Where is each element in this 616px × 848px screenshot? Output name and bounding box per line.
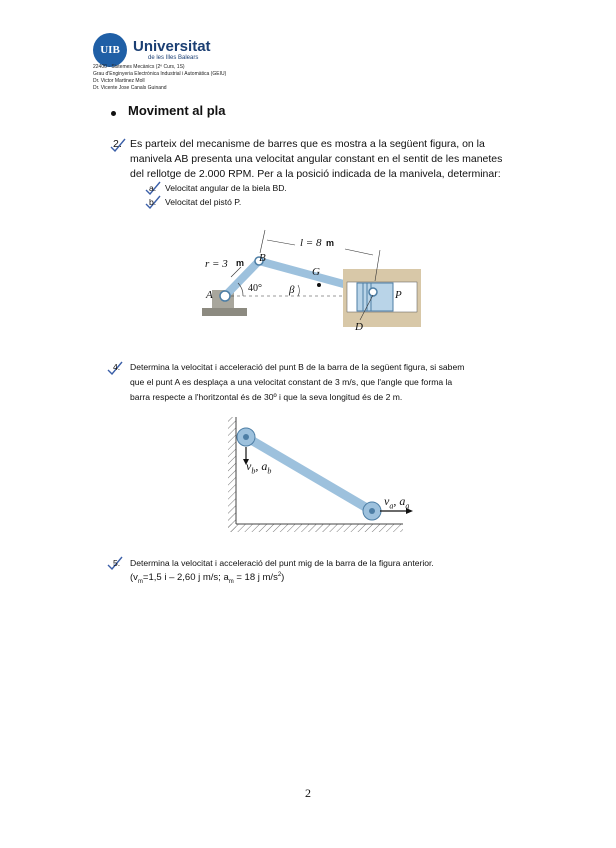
angle-label: 40° (248, 283, 262, 294)
va-aa-label: $v_a$, $a_a$ (384, 494, 410, 511)
q2-a-text: Velocitat angular de la biela BD. (165, 183, 287, 193)
q5-line1: Determina la velocitat i acceleració del punt mig de la barra de la figura anterior. (130, 558, 434, 568)
piston-p-label: P (395, 289, 402, 301)
q2-line3: del rellotge de 2.000 RPM. Per a la posició indicada de la manivela, determinar: (130, 168, 501, 180)
piston (357, 283, 393, 311)
point-b-label: B (259, 252, 266, 264)
professor-2: Dr. Vicente Jose Canals Guinand (93, 85, 167, 91)
degree-line: Grau d'Enginyeria Electrònica Industrial i Automàtica (GEIU) (93, 71, 227, 77)
q2-a-label: a. (149, 183, 157, 193)
q2-b-label: b. (149, 197, 157, 207)
q4-line2: que el punt A es desplaça a una velocitat constant de 3 m/s, que l'angle que forma la (130, 377, 453, 387)
q4-number: 4. (113, 362, 121, 372)
logo-initials: UIB (100, 44, 120, 56)
point-d-label: D (355, 321, 363, 333)
ground-support (202, 308, 247, 316)
q5-answer: ($v_m=1,5$ i – 2,60 j m/s; $a_m = 18$ j $m/s^2$) (130, 572, 285, 586)
q2-line2: manivela AB presenta una velocitat angular constant en el sentit de les manetes (130, 153, 503, 165)
professor-1: Dr. Victor Martinez Moll (93, 78, 145, 84)
q2-b-text: Velocitat del pistó P. (165, 197, 242, 207)
l-unit: m (326, 238, 335, 248)
logo-subname: de les Illes Balears (148, 55, 199, 61)
r-label: r = 3 (205, 258, 228, 270)
beta-label: β (289, 284, 295, 296)
q4-line1: Determina la velocitat i acceleració del punt B de la barra de la següent figura, si sabem (130, 362, 465, 372)
section-bullet (111, 111, 116, 116)
q2-number: 2. (113, 138, 122, 150)
point-a-label: A (206, 289, 213, 301)
vb-ab-label: $v_b$, $a_b$ (246, 459, 272, 476)
q2-line1: Es parteix del mecanisme de barres que es mostra a la següent figura, on la (130, 138, 485, 150)
q4-line3: barra respecte a l'horitzontal és de 30º i que la seva longitud és de 2 m. (130, 392, 403, 402)
section-title: Moviment al pla (128, 103, 226, 118)
logo-name: Universitat (133, 38, 211, 55)
course-line: 22400 - Sistemes Mecànics (2º Curs, 1S) (93, 64, 185, 70)
l-label: l = 8 (300, 237, 322, 249)
q5-number: 5. (113, 558, 121, 568)
sliding-bar-figure (220, 415, 420, 540)
page-number: 2 (305, 786, 311, 800)
point-g-label: G (312, 266, 320, 278)
r-unit: m (236, 258, 245, 268)
